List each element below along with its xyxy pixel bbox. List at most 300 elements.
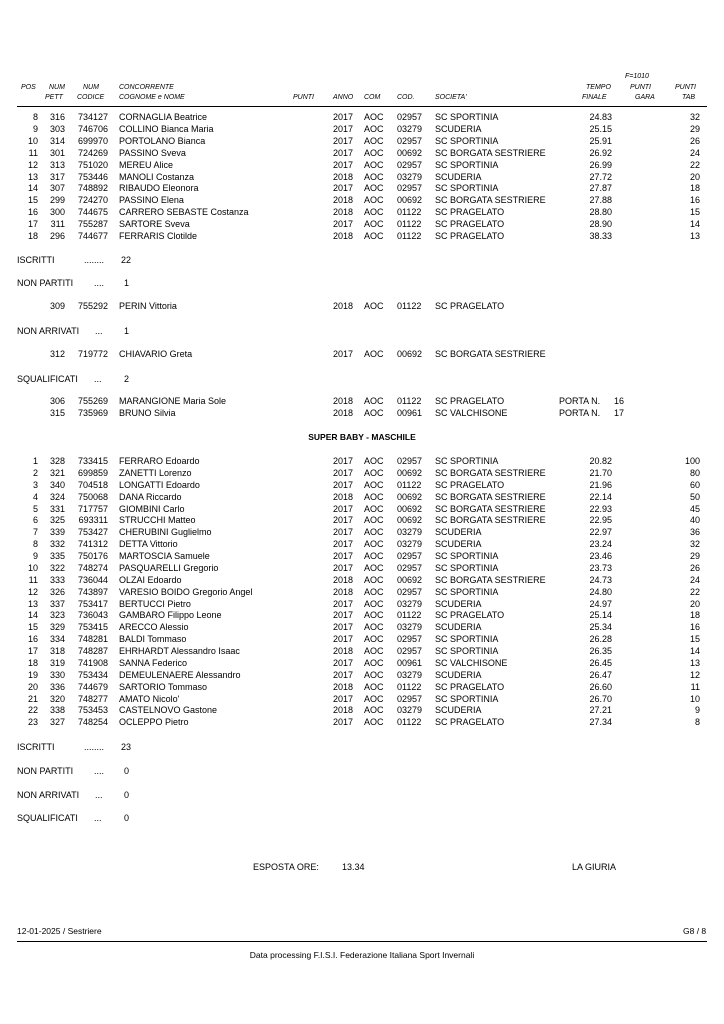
cell-cod: 01122 (397, 231, 422, 241)
cell-com: AOC (364, 681, 384, 692)
cell-cod: 01122 (397, 717, 422, 728)
cell-time: 21.96 (589, 479, 612, 490)
female-nonpartiti-label: NON PARTITI (17, 278, 74, 288)
cell-cod: 03279 (397, 527, 423, 538)
cell-year: 2017 (333, 551, 354, 562)
cell-name: PASSINO Elena (119, 195, 184, 206)
cell-points: 29 (689, 551, 700, 562)
cell-points: 9 (694, 705, 700, 716)
cell-cod: 03279 (397, 123, 423, 134)
cell-code: 748287 (77, 646, 108, 657)
cell-com: AOC (364, 717, 384, 728)
cell-com: AOC (364, 539, 384, 550)
cell-pett: 319 (49, 657, 65, 668)
cell-cod: 03279 (397, 705, 423, 716)
cell-code: 751020 (77, 159, 108, 170)
cell-name: BERTUCCI Pietro (119, 598, 191, 609)
male-squalificati-dots: ... (94, 813, 102, 823)
cell-points: 22 (689, 159, 700, 170)
cell-club: SC SPORTINIA (435, 646, 499, 657)
cell-points: 26 (689, 562, 700, 573)
cell-club: SC BORGATA SESTRIERE (435, 467, 546, 478)
cell-club: SC SPORTINIA (435, 135, 499, 146)
cell-year: 2017 (333, 123, 354, 134)
table-row (0, 658, 724, 670)
cell-cod: 00692 (397, 515, 423, 526)
cell-year: 2018 (333, 491, 354, 502)
male-nonarrivati-dots: ... (95, 790, 103, 800)
cell-pett: 296 (49, 231, 65, 241)
cell-points: 16 (689, 195, 700, 206)
cell-time: 26.92 (589, 147, 612, 158)
hdr-punti: PUNTI (293, 94, 314, 101)
cell-pos: 6 (32, 515, 38, 526)
cell-time: 26.70 (589, 693, 612, 704)
hdr-finale: FINALE (582, 94, 607, 101)
cell-code: 755269 (77, 396, 108, 406)
cell-pos: 8 (32, 112, 38, 122)
cell-pett: 328 (49, 456, 65, 466)
cell-pos: 4 (32, 491, 38, 502)
cell-year: 2017 (333, 159, 354, 170)
female-nonpartiti-dots: .... (94, 278, 105, 288)
cell-code: 704518 (77, 479, 108, 490)
cell-year: 2017 (333, 515, 354, 526)
cell-cod: 02957 (397, 693, 423, 704)
cell-code: 724269 (77, 147, 108, 158)
cell-com: AOC (364, 515, 384, 526)
female-squalificati-label: SQUALIFICATI (17, 374, 78, 384)
cell-name: VARESIO BOIDO Gregorio Angel (119, 586, 253, 597)
cell-com: AOC (364, 112, 384, 122)
cell-club: SC VALCHISONE (435, 657, 508, 668)
cell-code: 748892 (77, 183, 108, 194)
cell-com: AOC (364, 598, 384, 609)
cell-points: 18 (689, 183, 700, 194)
cell-points: 15 (689, 634, 700, 645)
cell-club: SC SPORTINIA (435, 456, 499, 466)
cell-name: OCLEPPO Pietro (119, 717, 189, 728)
cell-club: SC SPORTINIA (435, 551, 499, 562)
cell-pett: 340 (49, 479, 65, 490)
cell-pos: 10 (27, 135, 38, 146)
hdr-cognome-nome: COGNOME e NOME (119, 94, 185, 101)
table-row (0, 515, 724, 527)
cell-name: PASQUARELLI Gregorio (119, 562, 219, 573)
cell-time: 26.99 (589, 159, 612, 170)
cell-time: 22.95 (589, 515, 612, 526)
female-squalificati-dots: ... (94, 374, 102, 384)
cell-pett: 307 (49, 183, 65, 194)
table-row (0, 504, 724, 516)
giuria-label: LA GIURIA (572, 862, 617, 872)
cell-time: 25.91 (589, 135, 612, 146)
cell-points: 50 (689, 491, 700, 502)
cell-name: CARRERO SEBASTE Costanza (119, 207, 249, 218)
cell-year: 2018 (333, 231, 354, 241)
cell-com: AOC (364, 622, 384, 633)
cell-pos: 22 (27, 705, 38, 716)
cell-pett: 332 (49, 539, 65, 550)
cell-year: 2017 (333, 598, 354, 609)
cell-pos: 11 (28, 147, 38, 158)
cell-com: AOC (364, 456, 384, 466)
cell-cod: 02957 (397, 634, 423, 645)
table-row (0, 183, 724, 195)
table-row (0, 207, 724, 219)
table-row (0, 599, 724, 611)
cell-com: AOC (364, 396, 384, 406)
cell-year: 2017 (333, 610, 354, 621)
male-nonpartiti-dots: .... (94, 766, 105, 776)
cell-pett: 323 (49, 610, 65, 621)
cell-cod: 01122 (397, 610, 422, 621)
cell-club: SCUDERIA (435, 622, 482, 633)
table-row (0, 148, 724, 160)
cell-pett: 321 (49, 467, 65, 478)
cell-code: 753427 (77, 527, 108, 538)
cell-com: AOC (364, 669, 384, 680)
cell-pett: 325 (49, 515, 65, 526)
table-row (0, 349, 724, 361)
cell-com: AOC (364, 147, 384, 158)
cell-pos: 23 (27, 717, 38, 728)
female-squalificati-value: 2 (124, 374, 130, 384)
cell-points: 20 (689, 598, 700, 609)
table-row (0, 456, 724, 468)
cell-porta-label: PORTA N. (559, 407, 601, 418)
cell-pos: 16 (27, 207, 38, 218)
cell-porta: 16 (613, 396, 624, 406)
cell-name: DANA Riccardo (119, 491, 182, 502)
cell-year: 2017 (333, 219, 354, 230)
table-row (0, 219, 724, 231)
cell-time: 21.70 (589, 467, 612, 478)
table-row (0, 172, 724, 184)
cell-year: 2017 (333, 503, 354, 514)
cell-code: 748254 (77, 717, 108, 728)
cell-time: 28.80 (589, 207, 612, 218)
cell-year: 2018 (333, 301, 354, 311)
cell-year: 2017 (333, 479, 354, 490)
cell-code: 755292 (77, 301, 108, 311)
cell-pos: 7 (32, 527, 38, 538)
f-value: F=1010 (625, 73, 649, 80)
cell-cod: 02957 (397, 112, 423, 122)
male-squalificati-label: SQUALIFICATI (17, 813, 78, 823)
cell-year: 2018 (333, 207, 354, 218)
cell-cod: 02957 (397, 183, 423, 194)
cell-pos: 14 (27, 183, 38, 194)
table-row (0, 527, 724, 539)
cell-name: LONGATTI Edoardo (119, 479, 200, 490)
cell-year: 2018 (333, 396, 354, 406)
cell-name: RIBAUDO Eleonora (119, 183, 199, 194)
footer-page: G8 / 8 (683, 926, 707, 936)
cell-pett: 334 (49, 634, 65, 645)
hdr-pett: PETT (45, 94, 63, 101)
cell-year: 2017 (333, 657, 354, 668)
cell-cod: 01122 (397, 301, 422, 311)
cell-year: 2017 (333, 717, 354, 728)
cell-time: 22.93 (589, 503, 612, 514)
male-nonpartiti-label: NON PARTITI (17, 766, 74, 776)
cell-cod: 02957 (397, 646, 423, 657)
cell-name: SARTORIO Tommaso (119, 681, 208, 692)
cell-code: 744675 (77, 207, 108, 218)
cell-time: 26.28 (589, 634, 612, 645)
cell-com: AOC (364, 634, 384, 645)
hdr-cod: COD. (397, 94, 415, 101)
cell-code: 719772 (77, 349, 108, 359)
cell-club: SC BORGATA SESTRIERE (435, 515, 546, 526)
cell-pos: 21 (27, 693, 38, 704)
male-section-title: SUPER BABY - MASCHILE (308, 432, 416, 442)
hdr-codice: CODICE (77, 94, 105, 101)
cell-time: 24.97 (589, 598, 612, 609)
cell-club: SC PRAGELATO (435, 396, 505, 406)
cell-com: AOC (364, 574, 384, 585)
cell-cod: 00692 (397, 574, 423, 585)
cell-code: 748274 (77, 562, 108, 573)
cell-name: DETTA Vittorio (119, 539, 178, 550)
cell-time: 22.14 (589, 491, 612, 502)
cell-cod: 00692 (397, 503, 423, 514)
cell-points: 12 (689, 669, 700, 680)
table-row (0, 231, 724, 243)
cell-pett: 315 (49, 407, 65, 418)
cell-points: 14 (689, 646, 700, 657)
cell-name: CASTELNOVO Gastone (119, 705, 218, 716)
male-iscritti-value: 23 (121, 742, 132, 752)
cell-points: 13 (689, 231, 700, 241)
cell-year: 2017 (333, 562, 354, 573)
cell-name: FERRARO Edoardo (119, 456, 200, 466)
cell-cod: 00692 (397, 195, 423, 206)
hdr-com: COM (364, 94, 381, 101)
cell-name: PORTOLANO Bianca (119, 135, 206, 146)
cell-name: SARTORE Sveva (119, 219, 190, 230)
cell-code: 746706 (77, 123, 108, 134)
cell-pett: 337 (49, 598, 65, 609)
male-squalificati-value: 0 (124, 813, 130, 823)
cell-club: SC PRAGELATO (435, 717, 505, 728)
cell-code: 699970 (77, 135, 108, 146)
hdr-pos: POS (21, 84, 36, 91)
female-iscritti-dots: ........ (84, 255, 105, 265)
cell-club: SC BORGATA SESTRIERE (435, 195, 546, 206)
cell-year: 2018 (333, 574, 354, 585)
cell-name: COLLINO Bianca Maria (119, 123, 214, 134)
cell-club: SC PRAGELATO (435, 479, 505, 490)
cell-cod: 00692 (397, 349, 423, 359)
cell-club: SC SPORTINIA (435, 634, 499, 645)
cell-points: 80 (689, 467, 700, 478)
cell-code: 717757 (77, 503, 108, 514)
table-row (0, 610, 724, 622)
cell-year: 2018 (333, 586, 354, 597)
cell-name: ZANETTI Lorenzo (119, 467, 192, 478)
cell-points: 14 (689, 219, 700, 230)
cell-cod: 02957 (397, 456, 423, 466)
cell-club: SCUDERIA (435, 123, 482, 134)
table-row (0, 124, 724, 136)
cell-pos: 17 (27, 219, 38, 230)
cell-time: 24.73 (589, 574, 612, 585)
cell-points: 24 (689, 147, 700, 158)
cell-club: SC PRAGELATO (435, 231, 505, 241)
cell-year: 2017 (333, 669, 354, 680)
male-iscritti-label: ISCRITTI (17, 742, 55, 752)
cell-name: DEMEULENAERE Alessandro (119, 669, 241, 680)
male-nonarrivati-label: NON ARRIVATI (17, 790, 80, 800)
cell-cod: 01122 (397, 396, 422, 406)
cell-club: SCUDERIA (435, 539, 482, 550)
cell-code: 753415 (77, 622, 108, 633)
cell-club: SC PRAGELATO (435, 219, 505, 230)
cell-code: 736043 (77, 610, 108, 621)
cell-club: SCUDERIA (435, 171, 482, 182)
cell-points: 24 (689, 574, 700, 585)
table-row (0, 539, 724, 551)
cell-club: SCUDERIA (435, 527, 482, 538)
cell-year: 2018 (333, 681, 354, 692)
hdr-punti-tab1: PUNTI (675, 84, 696, 91)
cell-year: 2017 (333, 539, 354, 550)
cell-club: SC BORGATA SESTRIERE (435, 574, 546, 585)
cell-com: AOC (364, 610, 384, 621)
cell-pos: 12 (27, 586, 38, 597)
cell-year: 2017 (333, 467, 354, 478)
cell-name: PASSINO Sveva (119, 147, 186, 158)
cell-time: 25.14 (589, 610, 612, 621)
cell-name: OLZAI Edoardo (119, 574, 182, 585)
cell-pos: 3 (32, 479, 38, 490)
cell-cod: 02957 (397, 551, 423, 562)
cell-cod: 00692 (397, 467, 423, 478)
cell-points: 32 (689, 539, 700, 550)
cell-time: 26.60 (589, 681, 612, 692)
cell-club: SC SPORTINIA (435, 586, 499, 597)
cell-name: EHRHARDT Alessandro Isaac (119, 646, 240, 657)
cell-com: AOC (364, 183, 384, 194)
cell-cod: 02957 (397, 562, 423, 573)
cell-year: 2017 (333, 147, 354, 158)
cell-cod: 00961 (397, 407, 423, 418)
cell-code: 753453 (77, 705, 108, 716)
cell-points: 29 (689, 123, 700, 134)
cell-year: 2017 (333, 634, 354, 645)
cell-pett: 301 (49, 147, 65, 158)
cell-cod: 02957 (397, 135, 423, 146)
hdr-anno: ANNO (333, 94, 354, 101)
cell-time: 28.90 (589, 219, 612, 230)
cell-code: 753417 (77, 598, 108, 609)
cell-time: 24.83 (589, 112, 612, 122)
cell-pos: 10 (27, 562, 38, 573)
cell-name: MARANGIONE Maria Sole (119, 396, 227, 406)
cell-time: 26.45 (589, 657, 612, 668)
table-row (0, 670, 724, 682)
cell-pos: 14 (27, 610, 38, 621)
cell-name: MEREU Alice (119, 159, 174, 170)
cell-pett: 303 (49, 123, 65, 134)
cell-name: MANOLI Costanza (119, 171, 195, 182)
cell-cod: 02957 (397, 586, 423, 597)
table-row (0, 160, 724, 172)
cell-pos: 17 (27, 646, 38, 657)
cell-pos: 11 (28, 574, 38, 585)
cell-code: 755287 (77, 219, 108, 230)
cell-points: 16 (689, 622, 700, 633)
cell-pos: 2 (32, 467, 38, 478)
cell-cod: 01122 (397, 219, 422, 230)
cell-club: SC BORGATA SESTRIERE (435, 491, 546, 502)
cell-com: AOC (364, 135, 384, 146)
cell-time: 22.97 (589, 527, 612, 538)
cell-pett: 329 (49, 622, 65, 633)
cell-pett: 324 (49, 491, 65, 502)
cell-code: 744679 (77, 681, 108, 692)
hdr-societa: SOCIETA' (435, 94, 467, 101)
cell-cod: 03279 (397, 622, 423, 633)
female-nonarrivati-dots: ... (95, 326, 103, 336)
cell-pett: 313 (49, 159, 65, 170)
cell-com: AOC (364, 527, 384, 538)
table-row (0, 587, 724, 599)
cell-pett: 326 (49, 586, 65, 597)
cell-cod: 03279 (397, 539, 423, 550)
cell-pett: 331 (49, 503, 65, 514)
table-row (0, 301, 724, 313)
cell-pos: 8 (32, 539, 38, 550)
cell-name: FERRARIS Clotilde (119, 231, 198, 241)
cell-points: 40 (689, 515, 700, 526)
cell-name: MARTOSCIA Samuele (119, 551, 210, 562)
cell-pett: 299 (49, 195, 65, 206)
cell-code: 741908 (77, 657, 108, 668)
cell-cod: 01122 (397, 681, 422, 692)
cell-time: 26.47 (589, 669, 612, 680)
cell-com: AOC (364, 407, 384, 418)
cell-name: STRUCCHI Matteo (119, 515, 196, 526)
table-row (0, 195, 724, 207)
cell-porta-label: PORTA N. (559, 396, 601, 406)
table-row (0, 396, 724, 408)
cell-time: 25.34 (589, 622, 612, 633)
cell-pett: 333 (49, 574, 65, 585)
cell-year: 2018 (333, 195, 354, 206)
cell-com: AOC (364, 467, 384, 478)
cell-pos: 13 (27, 598, 38, 609)
hdr-punti-gara2: GARA (635, 94, 655, 101)
cell-points: 8 (694, 717, 700, 728)
hdr-tempo: TEMPO (586, 84, 611, 91)
cell-name: ARECCO Alessio (119, 622, 189, 633)
female-nonarrivati-value: 1 (124, 326, 130, 336)
cell-name: AMATO Nicolo' (119, 693, 180, 704)
cell-cod: 03279 (397, 171, 423, 182)
hdr-concorrente: CONCORRENTE (119, 84, 174, 91)
male-nonarrivati-value: 0 (124, 790, 130, 800)
cell-com: AOC (364, 646, 384, 657)
cell-code: 753434 (77, 669, 108, 680)
table-row (0, 682, 724, 694)
cell-code: 741312 (77, 539, 108, 550)
cell-com: AOC (364, 503, 384, 514)
male-nonpartiti-value: 0 (124, 766, 130, 776)
female-nonarrivati-label: NON ARRIVATI (17, 326, 80, 336)
